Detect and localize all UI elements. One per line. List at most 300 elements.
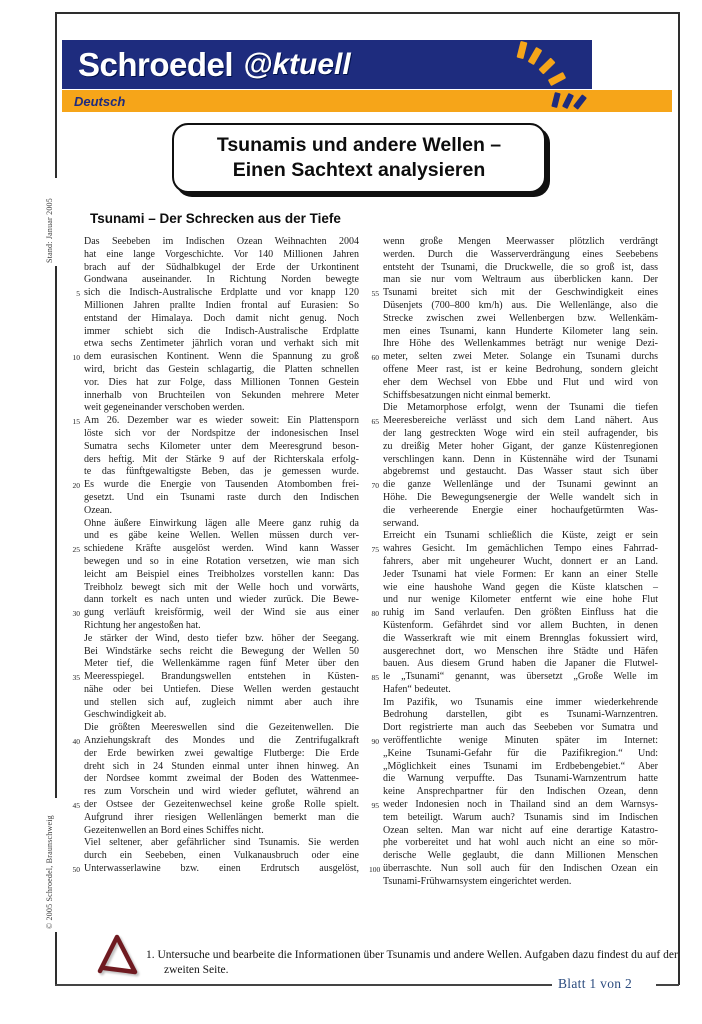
line-text: die verheerende Energie einer hochaufgetürmten Was-	[383, 504, 658, 516]
line-text: ausgerechnet dort, wo Menschen ihre Städte und Häfen	[383, 645, 658, 657]
text-line	[369, 863, 658, 876]
text-line	[369, 646, 658, 659]
line-text: Schiffsbesatzungen nicht einmal bemerkt.	[383, 389, 551, 401]
line-text: die Warnung verpuffte. Das Tsunami-Warnzentrum hatte	[383, 773, 658, 785]
line-number: 10	[72, 353, 80, 363]
line-number: 20	[72, 481, 80, 491]
line-number	[70, 582, 84, 595]
text-line	[70, 646, 359, 659]
line-text: schiedene Kräfte ausgelöst werden. Wind kann Wasser	[84, 543, 359, 555]
text-line	[369, 607, 658, 620]
line-number	[70, 466, 84, 479]
line-number	[369, 684, 383, 697]
text-line	[369, 236, 658, 249]
line-text: Anziehungskraft des Mondes und die Zentrifugalkraft	[84, 735, 359, 747]
line-text: man sie nur vom Weltraum aus überblicken kann. Der	[383, 274, 658, 286]
text-line	[369, 479, 658, 492]
line-text: gesetzt. Und ein Tsunami raste durch den Indischen	[84, 491, 359, 503]
text-line	[70, 761, 359, 774]
text-line	[70, 454, 359, 467]
line-number	[369, 326, 383, 339]
text-line	[369, 351, 658, 364]
line-text: verschlingen kann. Denn in Küstennähe wird der Tsunami	[383, 453, 658, 465]
text-line	[369, 249, 658, 262]
line-text: der Erde bewirken zwei gewaltige Flutberge: Die Erde	[84, 747, 359, 759]
line-number	[369, 633, 383, 646]
text-line	[369, 390, 658, 403]
line-number	[70, 236, 84, 249]
text-line	[70, 569, 359, 582]
line-text: gung verläuft kreisförmig, weil der Wind sie aus einer	[84, 607, 359, 619]
text-line	[70, 326, 359, 339]
text-line	[70, 671, 359, 684]
text-line	[70, 236, 359, 249]
line-number: 55	[371, 289, 379, 299]
line-number: 100	[369, 865, 381, 875]
line-number	[70, 428, 84, 441]
line-number	[70, 697, 84, 710]
line-text: Bedrohung darstellen, gibt es Tsunami-Warnzentren.	[383, 709, 658, 721]
text-line	[70, 274, 359, 287]
line-number	[70, 594, 84, 607]
task-number: 1.	[146, 948, 155, 961]
triangle-logo-icon	[90, 930, 142, 978]
line-text: wenn große Mengen Meerwasser plötzlich verdrängt	[383, 236, 658, 247]
text-line	[70, 594, 359, 607]
line-text: werden. Durch die Wasserverdrängung eines Seebebens	[383, 248, 658, 260]
line-number	[369, 556, 383, 569]
line-text: Richtung her angestoßen hat.	[84, 619, 201, 631]
line-text: res zum Vorschein und wird wieder geflutet, während an	[84, 786, 359, 798]
line-number	[369, 274, 383, 287]
line-text: weder Indonesien noch in Thailand sind an dem Warnsys-	[383, 799, 658, 811]
line-number	[369, 658, 383, 671]
text-line	[369, 569, 658, 582]
line-number	[70, 786, 84, 799]
line-text: brach auf der Südhalbkugel der Erde der Urkontinent	[84, 261, 359, 273]
line-number	[70, 390, 84, 403]
line-text: vor. Dies hat zur Folge, dass Millionen Tonnen Gestein	[84, 376, 359, 388]
line-text: wahres Gesicht. Im gemächlichen Tempo eines Fahrrad-	[383, 543, 658, 555]
line-text: weit gegeneinander verschoben werden.	[84, 402, 245, 414]
line-number	[70, 492, 84, 505]
frame-left-border-segment	[55, 12, 57, 178]
text-line	[70, 684, 359, 697]
line-number	[70, 633, 84, 646]
line-number	[369, 748, 383, 761]
line-number	[369, 377, 383, 390]
text-line	[70, 825, 359, 838]
text-line	[369, 505, 658, 518]
text-line	[70, 377, 359, 390]
text-line	[70, 850, 359, 863]
line-text: etwa sechs Zentimeter jährlich voran und verhakt sich mit	[84, 338, 359, 350]
text-line	[70, 722, 359, 735]
line-number	[70, 518, 84, 531]
line-text: ders heftig. Mit der Stärke 9 auf der Richterskala erfolg-	[84, 453, 359, 465]
text-line	[70, 441, 359, 454]
line-text: Ohne äußere Einwirkung lägen alle Meere ganz ruhig da	[84, 517, 359, 529]
line-text: offene Meer rast, ist er keine Bedrohung, sondern gleicht	[383, 363, 658, 375]
line-text: Erreicht ein Tsunami schließlich die Küste, zeigt er sein	[383, 530, 658, 542]
line-text: te das fünftgewaltigste Beben, das je gemessen wurde.	[84, 466, 359, 478]
line-text: phe vorbereitet und hat wohl auch nicht an eine so mör-	[383, 837, 658, 849]
line-text: leicht am Beispiel eines Treibholzes vorstellen kann: Das	[84, 568, 359, 580]
line-number	[369, 454, 383, 467]
line-number	[70, 262, 84, 275]
line-number	[369, 441, 383, 454]
line-number: 65	[371, 417, 379, 427]
line-text: durch ein Seebeben, einen Vulkanausbruch oder eine	[84, 850, 359, 862]
text-line	[369, 671, 658, 684]
article-text-columns	[70, 236, 658, 889]
line-number	[369, 786, 383, 799]
text-line	[369, 722, 658, 735]
text-line	[369, 709, 658, 722]
line-number	[369, 761, 383, 774]
line-number	[70, 812, 84, 825]
text-line	[369, 812, 658, 825]
line-number: 35	[72, 673, 80, 683]
line-text: Meeresspiegel. Brandungswellen entstehen in Küsten-	[84, 671, 359, 683]
line-number	[369, 569, 383, 582]
text-line	[70, 364, 359, 377]
line-number	[70, 377, 84, 390]
line-number	[369, 492, 383, 505]
line-text: bauen. Aus diesem Grund haben die Japaner die Flutwel-	[383, 658, 658, 670]
line-number	[70, 249, 84, 262]
text-line	[369, 697, 658, 710]
line-text: Die größten Meereswellen sind die Gezeitenwellen. Die	[84, 722, 359, 734]
line-number	[369, 390, 383, 403]
text-line	[70, 633, 359, 646]
line-text: Küstenform. Gefährdet sind vor allem Buchten, in denen	[383, 619, 658, 631]
text-line	[70, 428, 359, 441]
line-number	[369, 709, 383, 722]
line-text: Ihre Höhe des Wellenkammes beträgt nur wenige Dezi-	[383, 338, 658, 350]
line-text: wird, bricht das Gestein schlagartig, die Platten schnellen	[84, 363, 359, 375]
line-text: Dort registrierte man auch das Seebeben vor Sumatra und	[383, 722, 658, 734]
line-number	[70, 402, 84, 415]
line-number	[369, 646, 383, 659]
line-text: der Nordsee kommt zweimal der Boden des Wattenmee-	[84, 773, 359, 785]
text-line	[369, 684, 658, 697]
text-line	[70, 492, 359, 505]
text-line	[369, 735, 658, 748]
line-text: dem eurasischen Kontinent. Wenn die Spannung zu groß	[84, 351, 359, 363]
line-number: 5	[76, 289, 80, 299]
text-line	[70, 697, 359, 710]
text-line	[70, 466, 359, 479]
text-line	[369, 761, 658, 774]
line-number	[369, 428, 383, 441]
line-text: nähe oder bei Untiefen. Diese Wellen werden gestaucht	[84, 683, 359, 695]
text-line	[70, 300, 359, 313]
text-line	[369, 428, 658, 441]
line-text: „Keine Tsunami-Gefahr für die Pazifikregion.“ Und:	[383, 747, 658, 759]
line-text: innerhalb von Bruchteilen von Sekunden mehrere Meter	[84, 389, 359, 401]
text-line	[369, 492, 658, 505]
line-number	[70, 825, 84, 838]
subject-label: Deutsch	[74, 93, 126, 109]
line-number	[369, 338, 383, 351]
line-number	[369, 530, 383, 543]
line-number	[369, 402, 383, 415]
line-text: tem beteiligt. Warum auch? Tsunamis sind im Indischen	[383, 811, 658, 823]
sheet-page-label: Blatt 1 von 2	[558, 976, 633, 991]
line-number: 60	[371, 353, 379, 363]
text-line	[369, 773, 658, 786]
text-line	[369, 377, 658, 390]
line-text: Aufgrund ihrer riesigen Wellenlängen bemerkt man die	[84, 811, 359, 823]
line-text: wie eine haushohe Wand gegen die Küste klatschen –	[383, 581, 658, 593]
line-text: löste sich vor der Nordspitze der indonesischen Insel	[84, 427, 359, 439]
line-number	[369, 812, 383, 825]
line-number	[369, 697, 383, 710]
line-text: überraschte. Nun soll auch für den Indischen Ozean ein	[383, 863, 658, 875]
text-line	[369, 582, 658, 595]
text-line	[369, 364, 658, 377]
line-text: Je stärker der Wind, desto tiefer bzw. höher der Seegang.	[84, 632, 359, 644]
line-number	[70, 722, 84, 735]
line-text: Strecke zwischen zwei Wellenbergen bzw. Wellenkäm-	[383, 312, 658, 324]
text-line	[369, 262, 658, 275]
line-number	[369, 773, 383, 786]
line-number: 95	[371, 801, 379, 811]
line-number: 45	[72, 801, 80, 811]
line-text: Es wurde die Energie von Tausenden Atombomben frei-	[84, 479, 359, 491]
margin-note-date: Stand: Januar 2005	[45, 198, 54, 263]
line-number: 30	[72, 609, 80, 619]
line-text: „Möglichkeit eines Tsunami im Erdbebengebiet.“ Aber	[383, 760, 658, 772]
text-line	[70, 351, 359, 364]
line-text: keine Ansprechpartner für den Indischen Ozean, denn	[383, 786, 658, 798]
text-line	[369, 543, 658, 556]
line-text: zu dreißig Meter hoher Gigant, der ganze Küstenregionen	[383, 440, 658, 452]
line-text: men eines Tsunami, kann Hunderte Kilometer lang sein.	[383, 325, 658, 337]
worksheet-title-line2: Einen Sachtext analysieren	[232, 159, 486, 181]
text-line	[369, 620, 658, 633]
line-number	[70, 658, 84, 671]
text-line	[369, 556, 658, 569]
line-number	[70, 556, 84, 569]
line-number	[369, 262, 383, 275]
text-line	[70, 748, 359, 761]
line-number	[70, 274, 84, 287]
text-line	[70, 658, 359, 671]
line-text: Meter tief, die Wellenkämme ragen fünf Meter über den	[84, 658, 359, 670]
line-number	[70, 569, 84, 582]
line-text: entsteht der Tsunami, die Druckwelle, die so groß ist, dass	[383, 261, 658, 273]
line-number	[369, 466, 383, 479]
line-number	[70, 761, 84, 774]
line-number	[70, 748, 84, 761]
line-number: 40	[72, 737, 80, 747]
frame-right-border	[678, 12, 680, 985]
text-line	[369, 441, 658, 454]
line-text: Sumatra sechs Kilometer unter dem Meeresgrund beson-	[84, 440, 359, 452]
text-column-right	[369, 236, 658, 889]
text-line	[70, 863, 359, 876]
line-text: Höhe. Die Bewegungsenergie der Welle wandelt sich in	[383, 491, 658, 503]
text-line	[70, 799, 359, 812]
line-number	[369, 876, 383, 889]
brand-logo-text: Schroedel	[78, 45, 234, 83]
article-heading: Tsunami – Der Schrecken aus der Tiefe	[90, 211, 341, 226]
text-column-left	[70, 236, 359, 889]
frame-bottom-border	[55, 984, 552, 986]
text-line	[369, 300, 658, 313]
text-line	[70, 530, 359, 543]
task-item	[146, 948, 679, 978]
line-text: Im Pazifik, wo Tsunamis eine immer wiederkehrende	[383, 696, 658, 708]
text-line	[369, 786, 658, 799]
line-text: Gezeitenwellen an Bord eines Schiffes nicht.	[84, 824, 264, 836]
line-number	[70, 364, 84, 377]
text-line	[369, 466, 658, 479]
text-line	[369, 518, 658, 531]
line-text: der Ostsee der Gezeitenwechsel keine große Rolle spielt.	[84, 799, 359, 811]
text-line	[70, 479, 359, 492]
line-number	[369, 249, 383, 262]
text-line	[70, 287, 359, 300]
line-text: Geschwindigkeit ab.	[84, 709, 167, 721]
line-number	[70, 837, 84, 850]
line-text: Meeresbereiche verlässt und sich dem Land nähert. Aus	[383, 415, 658, 427]
line-text: entstand der Himalaya. Doch damit nicht genug. Noch	[84, 312, 359, 324]
text-line	[70, 249, 359, 262]
line-number	[369, 518, 383, 531]
text-line	[369, 338, 658, 351]
line-text: Viel seltener, aber gefährlicher sind Tsunamis. Sie werden	[84, 837, 359, 849]
frame-top-border	[55, 12, 679, 14]
text-line	[70, 390, 359, 403]
line-text: ruhig im Sand verlaufen. Den größten Einfluss hat die	[383, 607, 658, 619]
line-text: Bei Windstärke sechs reicht die Bewegung der Wellen 50	[84, 645, 359, 657]
text-line	[70, 735, 359, 748]
line-number: 90	[371, 737, 379, 747]
line-number: 80	[371, 609, 379, 619]
sunburst-fan-icon	[498, 36, 602, 114]
frame-bottom-border-stub	[656, 984, 679, 986]
text-line	[369, 313, 658, 326]
line-text: serwand.	[383, 517, 419, 529]
line-text: dreht sich in 24 Stunden einmal unter ihnen hinweg. An	[84, 760, 359, 772]
line-text: Millionen Jahren prallte Indien frontal auf Eurasien: So	[84, 299, 359, 311]
text-line	[369, 274, 658, 287]
text-line	[70, 415, 359, 428]
line-text: veröffentlichte wenige Minuten später im Internet:	[383, 735, 658, 747]
line-text: Am 26. Dezember war es wieder soweit: Ein Plattensporn	[84, 415, 359, 427]
line-number	[369, 837, 383, 850]
line-number	[369, 620, 383, 633]
line-number	[369, 722, 383, 735]
text-line	[70, 786, 359, 799]
text-line	[369, 876, 658, 889]
line-text: Hafen“ bedeutet.	[383, 683, 451, 695]
line-number	[369, 300, 383, 313]
line-number	[70, 300, 84, 313]
text-line	[369, 825, 658, 838]
text-line	[369, 850, 658, 863]
line-text: die ganze Wellenlänge und der Tsunami gewinnt an	[383, 479, 658, 491]
brand-logo-suffix: @ktuell	[243, 47, 351, 81]
line-number	[369, 236, 383, 249]
line-number: 70	[371, 481, 379, 491]
text-line	[369, 748, 658, 761]
line-number	[369, 850, 383, 863]
text-line	[70, 620, 359, 633]
line-number	[70, 454, 84, 467]
text-line	[70, 505, 359, 518]
line-number	[70, 505, 84, 518]
worksheet-title-line1: Tsunamis und andere Wellen –	[216, 134, 502, 156]
line-text: bewegen und so in eine Rotation versetzen, wie man sich	[84, 555, 359, 567]
line-number	[369, 594, 383, 607]
line-number	[70, 773, 84, 786]
line-number	[70, 338, 84, 351]
text-line	[70, 582, 359, 595]
line-text: immer schiebt sich die Indisch-Australische Erdplatte	[84, 325, 359, 337]
line-number	[70, 850, 84, 863]
line-number: 25	[72, 545, 80, 555]
line-number	[70, 313, 84, 326]
line-text: und es gäbe keine Wellen. Wellen müssen durch ver-	[84, 530, 359, 542]
text-line	[369, 837, 658, 850]
line-number: 15	[72, 417, 80, 427]
line-number	[70, 709, 84, 722]
margin-note-copyright: © 2005 Schroedel, Braunschweig	[45, 815, 54, 929]
task-text: Untersuche und bearbeite die Informationen über Tsunamis und andere Wellen. Aufgaben dazu findest du auf der zweiten Seite.	[157, 948, 678, 976]
text-line	[369, 594, 658, 607]
text-line	[70, 556, 359, 569]
line-text: Ozean selten. Man war nicht auf eine derartige Katastro-	[383, 824, 658, 836]
text-line	[369, 658, 658, 671]
line-text: abgebremst und gestaucht. Das Wasser staut sich über	[383, 466, 658, 478]
line-text: sich die Indisch-Australische Erdplatte und vor knapp 120	[84, 287, 359, 299]
line-text: hat eine lange Vorgeschichte. Vor 140 Millionen Jahren	[84, 248, 359, 260]
text-line	[70, 543, 359, 556]
line-number: 85	[371, 673, 379, 683]
text-line	[369, 287, 658, 300]
text-line	[70, 518, 359, 531]
line-number: 75	[371, 545, 379, 555]
line-number	[70, 441, 84, 454]
text-line	[70, 262, 359, 275]
line-number	[369, 825, 383, 838]
line-text: Ozean.	[84, 504, 113, 516]
text-line	[70, 402, 359, 415]
line-text: Düsenjets (700–800 km/h) aus. Die Wellenlänge, also die	[383, 299, 658, 311]
line-number	[369, 582, 383, 595]
line-text: le „Tsunami“ genannt, was übersetzt „Große Welle im	[383, 671, 658, 683]
frame-left-border-segment	[55, 932, 57, 985]
line-text: Treibholz bewegt sich mit der Welle hoch und vorwärts,	[84, 581, 359, 593]
line-number	[70, 326, 84, 339]
line-number	[70, 646, 84, 659]
text-line	[369, 530, 658, 543]
text-line	[369, 415, 658, 428]
text-line	[70, 837, 359, 850]
line-number	[70, 530, 84, 543]
line-text: und nur wenige Kilometer entfernt wie eine hohe Flut	[383, 594, 658, 606]
line-text: Die Metamorphose erfolgt, wenn der Tsunami die tiefen	[383, 402, 658, 414]
line-text: meter, selten zwei Meter. Solange ein Tsunami durchs	[383, 351, 658, 363]
text-line	[70, 338, 359, 351]
text-line	[369, 326, 658, 339]
line-text: Gondwana auseinander. In Richtung Norden bewegte	[84, 274, 359, 286]
line-text: Tsunami-Frühwarnsystem eingerichtet werden.	[383, 875, 572, 887]
